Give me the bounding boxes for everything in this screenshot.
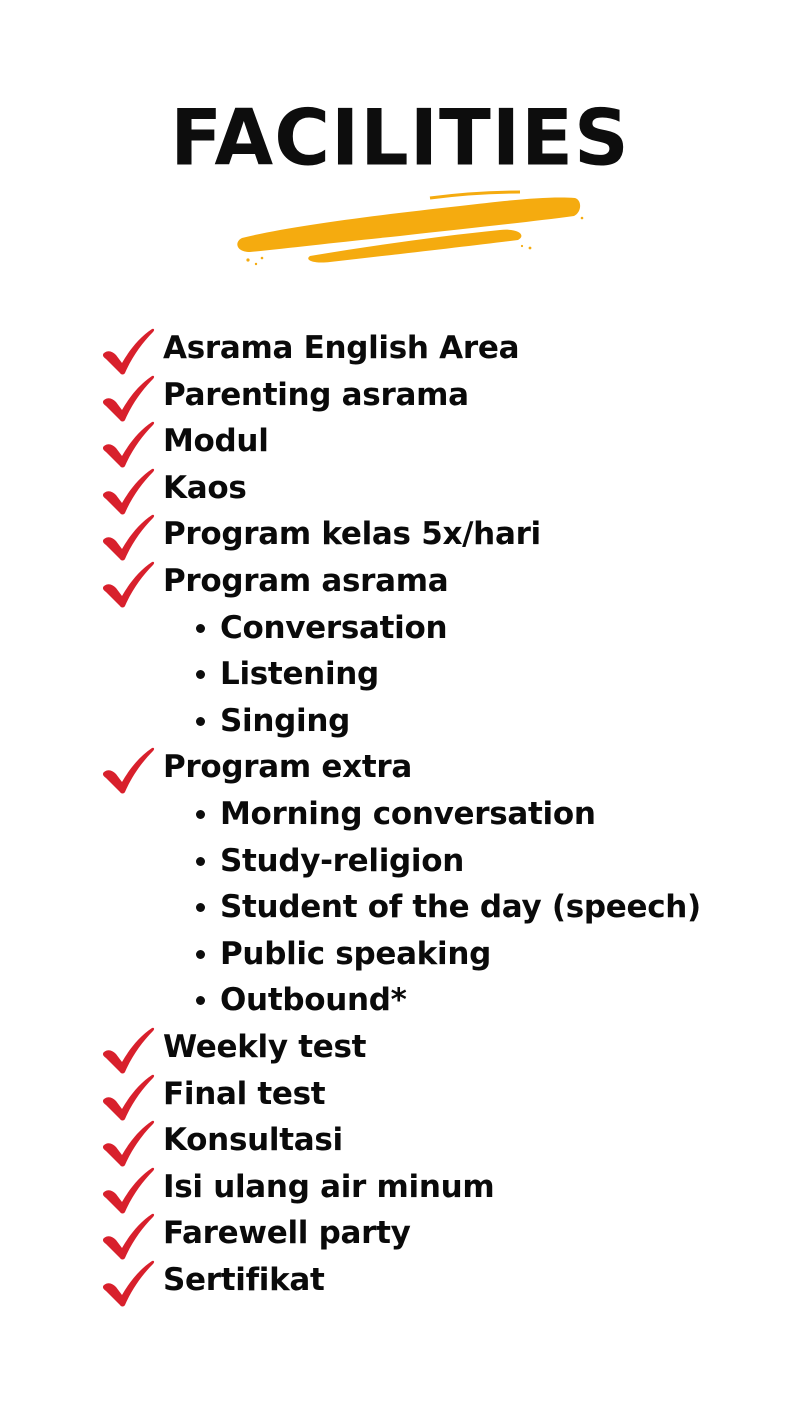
- list-item: [100, 325, 780, 372]
- item-label: Singing: [220, 702, 350, 739]
- list-item: [100, 1117, 780, 1164]
- bullet-icon: [196, 996, 205, 1005]
- checkmark-icon: [100, 513, 156, 563]
- list-item: [100, 1164, 780, 1211]
- checkmark-icon: [100, 1212, 156, 1262]
- item-label: Parenting asrama: [163, 376, 469, 413]
- sub-list-item: [100, 977, 780, 1024]
- list-item: [100, 1024, 780, 1071]
- checkmark-icon: [100, 1166, 156, 1216]
- list-item: [100, 1257, 780, 1304]
- item-label: Program kelas 5x/hari: [163, 516, 541, 553]
- item-label: Isi ulang air minum: [163, 1168, 495, 1205]
- item-label: Morning conversation: [220, 795, 596, 832]
- bullet-icon: [196, 624, 205, 633]
- item-label: Weekly test: [163, 1028, 367, 1065]
- sub-list-item: [100, 605, 780, 652]
- item-label: Program asrama: [163, 562, 449, 599]
- checkmark-icon: [100, 374, 156, 424]
- list-item: [100, 1071, 780, 1118]
- item-label: Kaos: [163, 469, 247, 506]
- checkmark-icon: [100, 1259, 156, 1309]
- item-label: Outbound*: [220, 982, 407, 1019]
- checkmark-icon: [100, 746, 156, 796]
- sub-list-item: [100, 838, 780, 885]
- checkmark-icon: [100, 1119, 156, 1169]
- item-label: Program extra: [163, 749, 412, 786]
- facilities-list: [100, 325, 780, 1303]
- sub-list-item: [100, 884, 780, 931]
- list-item: [100, 465, 780, 512]
- item-label: Farewell party: [163, 1215, 411, 1252]
- sub-list-item: [100, 931, 780, 978]
- bullet-icon: [196, 810, 205, 819]
- item-label: Student of the day (speech): [220, 889, 701, 926]
- checkmark-icon: [100, 560, 156, 610]
- list-item: [100, 418, 780, 465]
- list-item: [100, 372, 780, 419]
- item-label: Modul: [163, 423, 269, 460]
- list-item: [100, 511, 780, 558]
- item-label: Conversation: [220, 609, 448, 646]
- checkmark-icon: [100, 1026, 156, 1076]
- item-label: Sertifikat: [163, 1261, 325, 1298]
- sub-list-item: [100, 651, 780, 698]
- checkmark-icon: [100, 467, 156, 517]
- list-item: [100, 1210, 780, 1257]
- bullet-icon: [196, 903, 205, 912]
- item-label: Konsultasi: [163, 1122, 343, 1159]
- list-item: [100, 558, 780, 605]
- item-label: Study-religion: [220, 842, 465, 879]
- bullet-icon: [196, 717, 205, 726]
- sub-list-item: [100, 791, 780, 838]
- checkmark-icon: [100, 327, 156, 377]
- sub-list-item: [100, 698, 780, 745]
- bullet-icon: [196, 950, 205, 959]
- brush-stroke-underline: [230, 186, 590, 276]
- page-title: FACILITIES: [170, 92, 630, 183]
- list-item: [100, 744, 780, 791]
- item-label: Final test: [163, 1075, 326, 1112]
- item-label: Public speaking: [220, 935, 491, 972]
- item-label: Listening: [220, 656, 379, 693]
- item-label: Asrama English Area: [163, 330, 520, 366]
- bullet-icon: [196, 857, 205, 866]
- bullet-icon: [196, 670, 205, 679]
- checkmark-icon: [100, 1073, 156, 1123]
- checkmark-icon: [100, 420, 156, 470]
